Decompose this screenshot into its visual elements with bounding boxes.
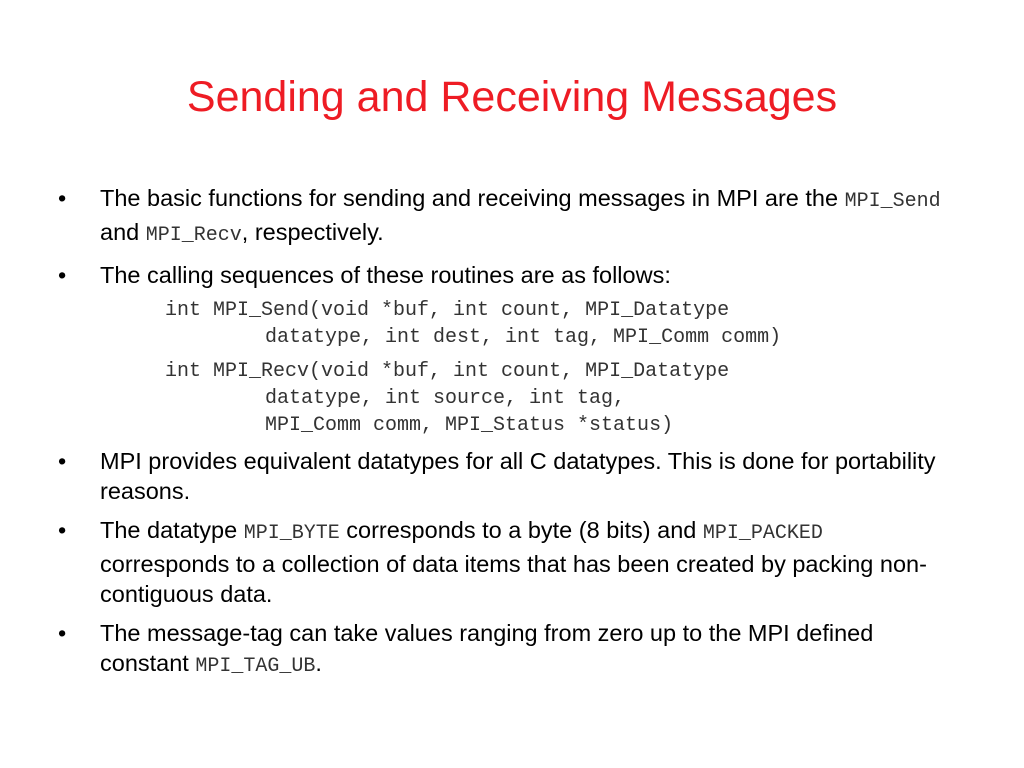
code-line-recv-2: datatype, int source, int tag, (265, 387, 626, 410)
bullet-5-code-tag-ub: MPI_TAG_UB (195, 655, 316, 678)
bullet-1-code-recv: MPI_Recv (145, 224, 242, 247)
bullet-5-text-b: . (315, 650, 322, 676)
bullet-1-text-c: , respectively. (241, 219, 384, 245)
bullet-4-code-packed: MPI_PACKED (702, 522, 823, 545)
bullet-item-2 (58, 260, 958, 290)
bullet-item-4 (58, 515, 958, 609)
code-block-mpi-recv (165, 358, 958, 439)
bullet-3-text: MPI provides equivalent datatypes for all C datatypes. This is done for portability reasons. (100, 448, 936, 504)
bullet-item-5 (58, 618, 958, 682)
bullet-dot-icon: • (58, 448, 67, 474)
bullet-dot-icon: • (58, 517, 67, 543)
code-line-recv-3: MPI_Comm comm, MPI_Status *status) (265, 414, 674, 437)
bullet-item-3 (58, 446, 958, 506)
bullet-dot-icon: • (58, 185, 67, 211)
bullet-1-text-b: and (100, 219, 146, 245)
code-line-send-2: datatype, int dest, int tag, MPI_Comm comm) (265, 326, 782, 349)
bullet-1-code-send: MPI_Send (844, 190, 941, 213)
slide-content (58, 183, 958, 691)
bullet-2-text: The calling sequences of these routines are as follows: (100, 262, 671, 288)
code-line-send-1: int MPI_Send(void *buf, int count, MPI_Datatype (165, 299, 730, 322)
bullet-5-text-a: The message-tag can take values ranging from zero up to the MPI defined constant (100, 620, 874, 676)
slide-title: Sending and Receiving Messages (186, 73, 838, 121)
code-line-recv-1: int MPI_Recv(void *buf, int count, MPI_Datatype (165, 360, 730, 383)
bullet-dot-icon: • (58, 262, 67, 288)
bullet-4-code-byte: MPI_BYTE (243, 522, 340, 545)
bullet-item-1 (58, 183, 958, 251)
bullet-dot-icon: • (58, 620, 67, 646)
code-block-mpi-send (165, 297, 958, 351)
bullet-4-text-b: corresponds to a byte (8 bits) and (339, 517, 703, 543)
bullet-1-text-a: The basic functions for sending and receiving messages in MPI are the (100, 185, 845, 211)
bullet-4-text-a: The datatype (100, 517, 244, 543)
bullet-4-text-c: corresponds to a collection of data items that has been created by packing non-contiguous data. (100, 551, 927, 607)
